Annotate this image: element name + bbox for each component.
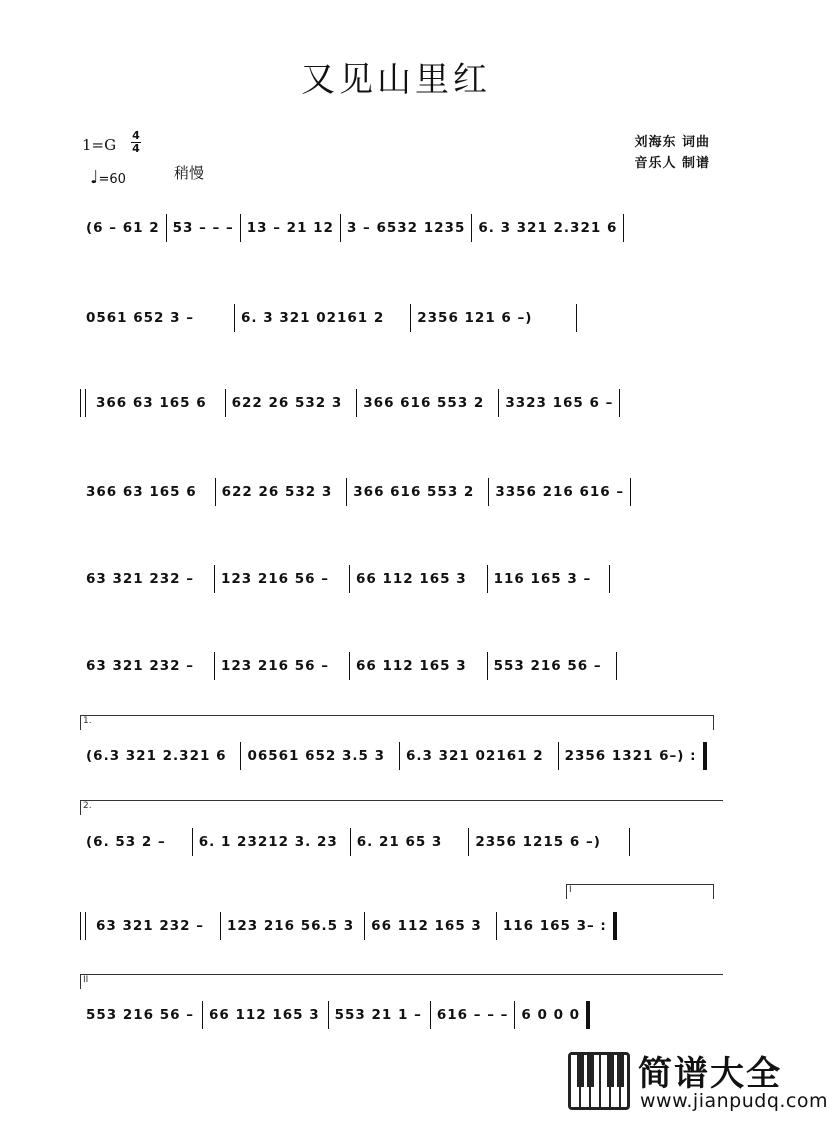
measure: 616 – – – <box>436 1007 509 1023</box>
measure: 123 216 56.5 3 <box>227 918 355 934</box>
measure: 3356 216 616 – <box>495 484 625 500</box>
site-logo <box>568 1046 828 1120</box>
measure: 2356 1321 6–) : <box>564 748 697 764</box>
staff-row <box>80 828 724 856</box>
repeat-end-barline <box>703 742 707 770</box>
measure: 2356 1215 6 –) <box>475 834 601 850</box>
staff-row <box>80 742 724 770</box>
barline <box>629 828 630 856</box>
repeat-start-barline <box>80 912 86 940</box>
measure: 66 112 165 3 <box>356 571 467 587</box>
barline <box>609 565 610 593</box>
piano-keys-icon <box>568 1052 630 1110</box>
measure: 123 216 56 – <box>221 658 329 674</box>
measure: 622 26 532 3 <box>231 395 343 411</box>
measure: 553 216 56 – <box>493 658 602 674</box>
barline <box>623 214 624 242</box>
measure: 3 – 6532 1235 <box>346 220 466 236</box>
measure: (6.3 321 2.321 6 <box>86 748 227 764</box>
barline <box>630 478 631 506</box>
volta-bracket-2: 2. <box>80 800 723 815</box>
measure: 6. 3 321 02161 2 <box>241 310 385 326</box>
measure: 2356 121 6 –) <box>417 310 533 326</box>
measure: 622 26 532 3 <box>221 484 333 500</box>
repeat-start-barline <box>80 389 86 417</box>
volta-bracket-1: 1. <box>80 715 714 730</box>
staff-row <box>80 912 724 940</box>
measure: 06561 652 3.5 3 <box>247 748 386 764</box>
measure: 0561 652 3 – <box>86 310 194 326</box>
measure: 6. 1 23212 3. 23 <box>198 834 338 850</box>
measure: 366 63 165 6 <box>96 395 207 411</box>
barline <box>576 304 577 332</box>
measure: 366 616 553 2 <box>363 395 485 411</box>
barline <box>616 652 617 680</box>
quarter-note-icon: ♩ <box>90 167 99 188</box>
measure: 6. 3 321 2.321 6 <box>478 220 618 236</box>
song-title: 又见山里红 <box>301 60 491 100</box>
time-signature <box>131 130 141 155</box>
volta-bracket-i: I <box>566 884 714 899</box>
staff-row <box>80 565 724 593</box>
measure: 13 – 21 12 <box>246 220 334 236</box>
measure: 63 321 232 – <box>86 571 194 587</box>
credit-composer: 刘海东 词曲 <box>634 135 710 150</box>
measure: 63 321 232 – <box>86 658 194 674</box>
barline <box>619 389 620 417</box>
staff-row <box>80 304 724 332</box>
measure: 66 112 165 3 <box>371 918 482 934</box>
measure: 553 21 1 – <box>334 1007 422 1023</box>
credits <box>634 132 710 174</box>
measure: 6 0 0 0 <box>521 1007 581 1023</box>
measure: 53 – – – <box>172 220 234 236</box>
tempo-marking <box>90 167 126 188</box>
staff-row <box>80 214 724 242</box>
time-signature-top: 4 <box>132 129 140 142</box>
measure: 366 63 165 6 <box>86 484 197 500</box>
key-signature: 1=G <box>82 136 117 154</box>
measure: 66 112 165 3 <box>209 1007 320 1023</box>
credit-transcriber: 音乐人 制谱 <box>634 156 710 171</box>
measure: 123 216 56 – <box>221 571 329 587</box>
measure: (6 – 61 2 <box>86 220 160 236</box>
measure: 116 165 3 – <box>493 571 592 587</box>
staff-row <box>80 652 724 680</box>
final-barline <box>586 1001 590 1029</box>
measure: 6. 21 65 3 <box>356 834 443 850</box>
measure: 553 216 56 – <box>86 1007 194 1023</box>
measure: 63 321 232 – <box>96 918 204 934</box>
measure: 66 112 165 3 <box>356 658 467 674</box>
measure: 116 165 3– : <box>502 918 607 934</box>
repeat-end-barline <box>613 912 617 940</box>
staff-row <box>80 1001 724 1029</box>
expression-marking: 稍慢 <box>174 164 205 182</box>
staff-row <box>80 478 724 506</box>
measure: (6. 53 2 – <box>86 834 166 850</box>
measure: 366 616 553 2 <box>353 484 475 500</box>
time-signature-bottom: 4 <box>132 142 140 155</box>
measure: 6.3 321 02161 2 <box>406 748 544 764</box>
volta-bracket-ii: II <box>80 974 723 989</box>
measure: 3323 165 6 – <box>505 395 614 411</box>
logo-url: www.jianpudq.com <box>640 1090 828 1112</box>
staff-row <box>80 389 724 417</box>
tempo-value: =60 <box>98 172 126 187</box>
logo-name: 简谱大全 <box>638 1054 782 1094</box>
